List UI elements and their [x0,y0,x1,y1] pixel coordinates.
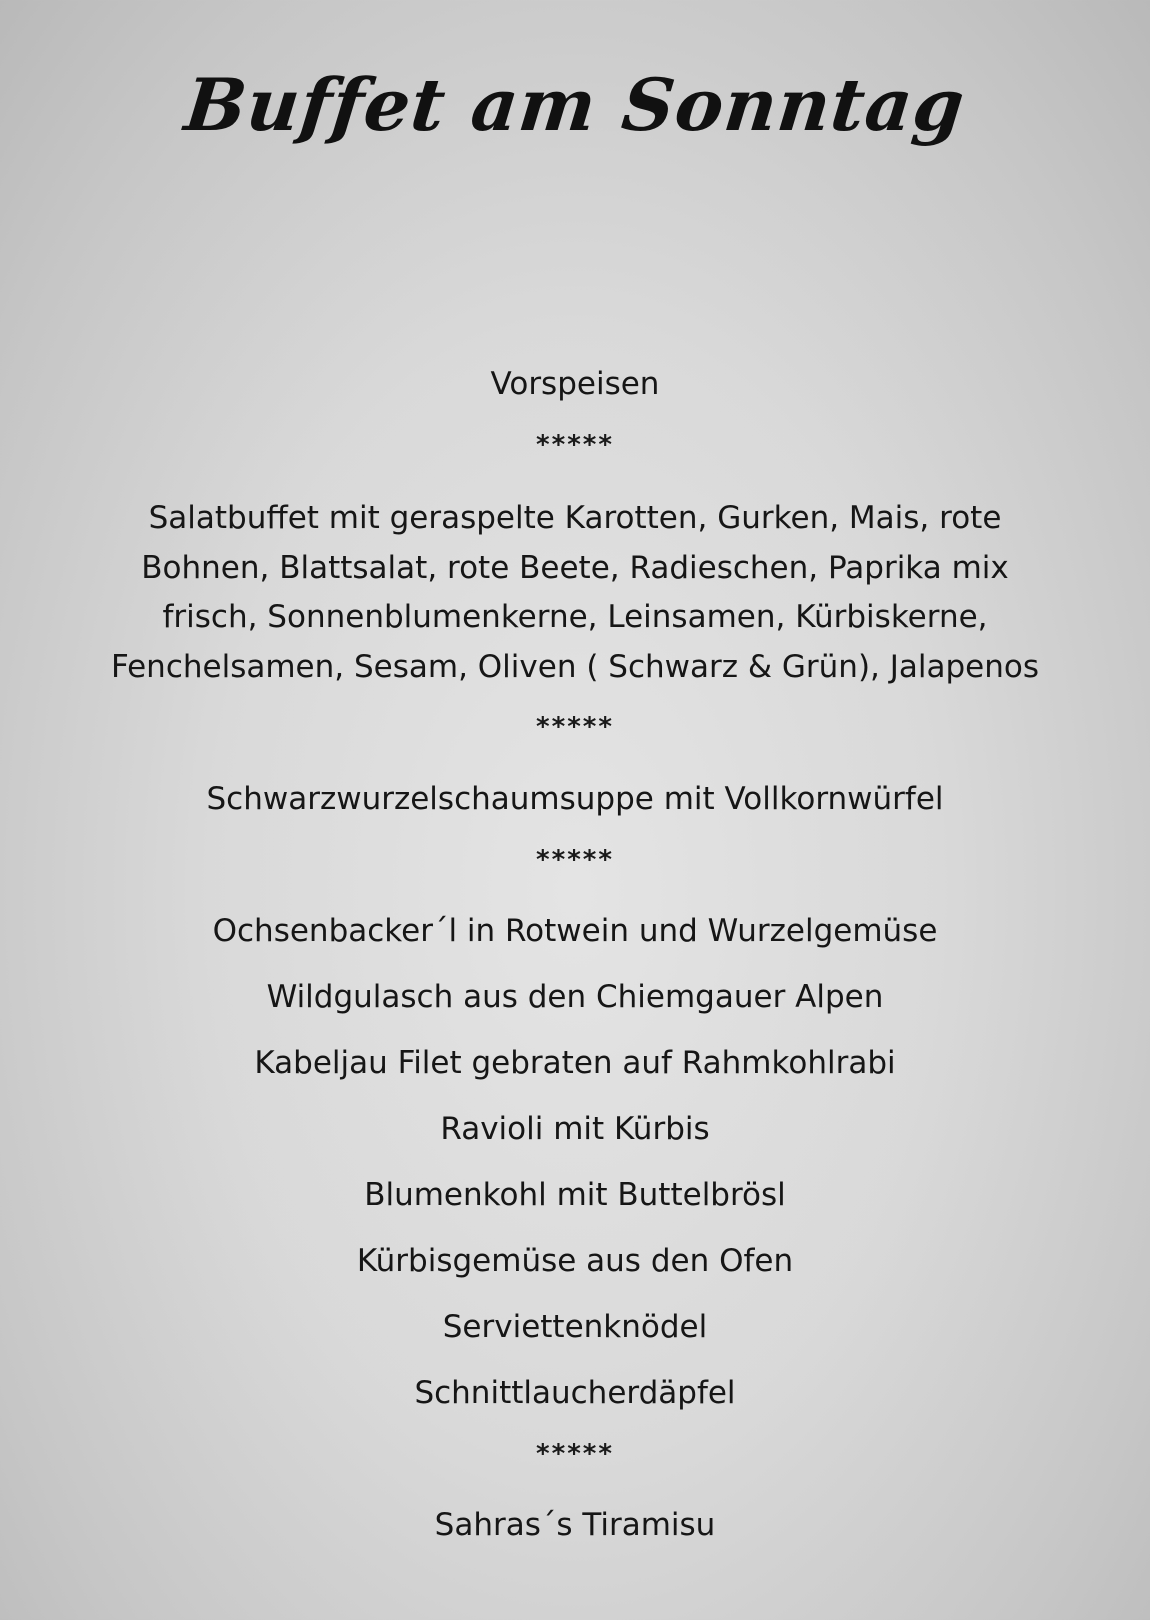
main-dish-item: Ravioli mit Kürbis [440,1111,710,1147]
dessert-item: Sahras´s Tiramisu [434,1507,716,1543]
salad-line: Salatbuffet mit geraspelte Karotten, Gurken, Mais, rote [148,500,1002,536]
main-dish-item: Blumenkohl mit Buttelbrösl [364,1177,786,1213]
main-dish-item: Kürbisgemüse aus den Ofen [356,1243,794,1279]
soup-item: Schwarzwurzelschaumsuppe mit Vollkornwürfel [206,781,944,817]
main-dish-item: Schnittlaucherdäpfel [414,1375,736,1411]
separator: ***** [536,845,614,875]
menu-title: Buffet am Sonntag [180,62,970,147]
salad-line: Fenchelsamen, Sesam, Oliven ( Schwarz & Grün), Jalapenos [110,648,1040,685]
salad-description [0,494,1150,692]
main-dish-item: Serviettenknödel [442,1309,708,1345]
separator: ***** [536,430,614,460]
main-dish-item: Wildgulasch aus den Chiemgauer Alpen [266,979,884,1015]
main-dish-item: Ochsenbacker´l in Rotwein und Wurzelgemüse [212,913,938,949]
salad-line: frisch, Sonnenblumenkerne, Leinsamen, Kürbiskerne, [162,599,988,635]
salad-line: Bohnen, Blattsalat, rote Beete, Radieschen, Paprika mix [141,549,1009,586]
separator: ***** [536,1439,614,1469]
separator: ***** [536,712,614,742]
section-heading: Vorspeisen [490,366,660,402]
main-dish-item: Kabeljau Filet gebraten auf Rahmkohlrabi [254,1045,896,1081]
